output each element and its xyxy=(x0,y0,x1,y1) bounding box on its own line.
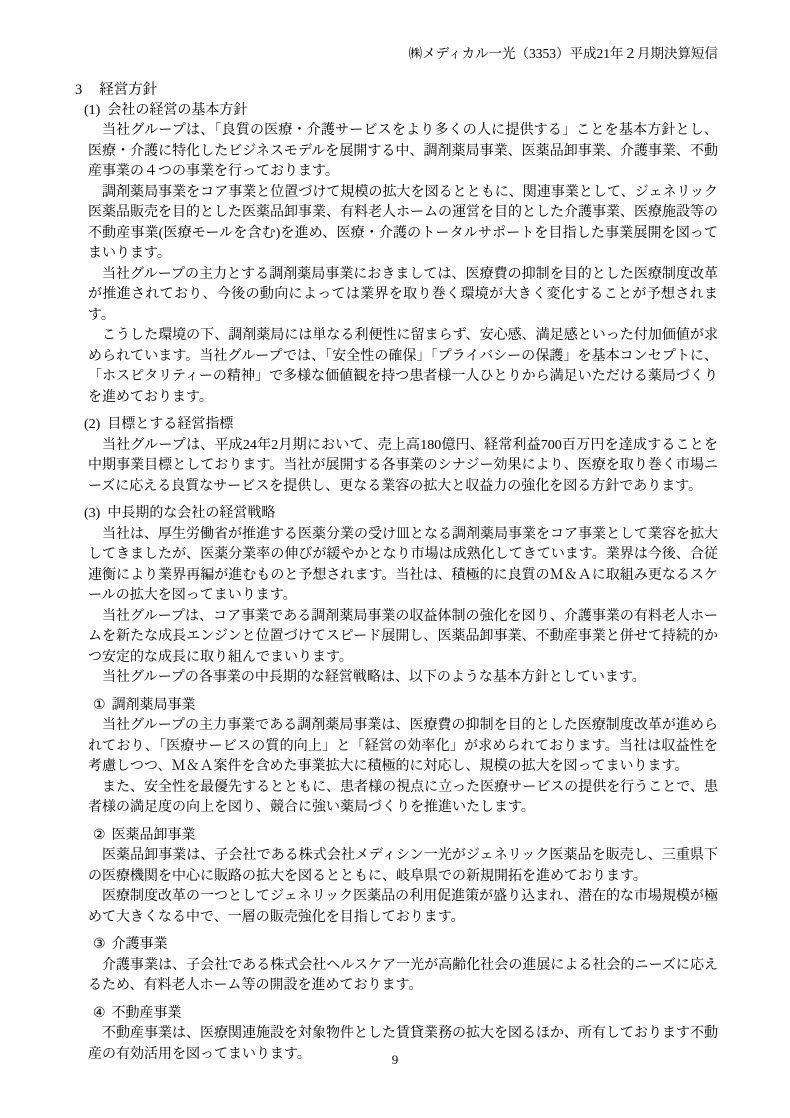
subsection-mid-long-term-strategy xyxy=(75,504,718,689)
paragraph: また、安全性を最優先するとともに、患者様の視点に立った医療サービスの提供を行うことで、患者様の満足度の向上を図り、競合に強い薬局づくりを推進いたします。 xyxy=(88,779,718,815)
subsection-heading xyxy=(84,101,718,122)
business-item-pharmacy xyxy=(75,696,718,819)
section-title-text: 経営方針 xyxy=(99,82,158,98)
subsection-target-indicators xyxy=(75,415,718,497)
paragraph: 当社グループは、コア事業である調剤薬局事業の収益体制の強化を図り、介護事業の有料老人ホームを新たな成長エンジンと位置づけてスピード展開し、医薬品卸事業、不動産事業と併せて持続的かつ安定的な成長に取り組んでまいります。 xyxy=(88,608,718,665)
paragraph: 当社グループの主力事業である調剤薬局事業は、医療費の抑制を目的とした医療制度改革が進められており、「医療サービスの質的向上」と「経営の効率化」が求められております。当社は収益性を考慮しつつ、Ｍ＆Ａ案件を含めた事業拡大に積極的に対応し、規模の拡大を図ってまいります。 xyxy=(88,718,718,774)
subsection-heading xyxy=(84,504,718,525)
business-item-heading xyxy=(93,1004,718,1025)
page-number: 9 xyxy=(391,1052,399,1067)
subsection-label: (2) xyxy=(84,417,101,432)
document-header: ㈱メディカル一光（3353）平成21年２月期決算短信 xyxy=(408,46,718,61)
subsection-title: 会社の経営の基本方針 xyxy=(107,102,248,118)
business-item-title: 不動産事業 xyxy=(111,1005,182,1021)
business-item-wholesale xyxy=(75,826,718,929)
business-item-label: ① xyxy=(93,697,106,713)
paragraph: 当社グループの各事業の中長期的な経営戦略は、以下のような基本方針としています。 xyxy=(102,670,646,685)
business-item-label: ② xyxy=(93,827,106,843)
paragraph: 医薬品卸事業は、子会社である株式会社メディシン一光がジェネリック医薬品を販売し、三重県下の医療機関を中心に販路の拡大を図るとともに、岐阜県での新規開拓を進めております。 xyxy=(88,848,718,884)
paragraph: 当社グループは、平成24年2月期において、売上高180億円、経常利益700百万円を達成することを中期事業目標としております。当社が展開する各事業のシナジー効果により、医療を取り巻く市場ニーズに応える良質なサービスを提供し、更なる業容の拡大と収益力の強化を図る方針であります。 xyxy=(88,437,718,494)
paragraph: 調剤薬局事業をコア事業と位置づけて規模の拡大を図るとともに、関連事業として、ジェネリック医薬品販売を目的とした医薬品卸事業、有料老人ホームの運営を目的とした介護事業、医療施設等の不動産事業(医療モールを含む)を進め、医療・介護のトータルサポートを目指した事業展開を図ってまいります。 xyxy=(88,184,718,261)
subsection-label: (1) xyxy=(84,102,101,118)
subsection-basic-policy xyxy=(75,101,718,409)
subsection-title: 目標とする経営指標 xyxy=(107,417,234,432)
paragraph: 当社は、厚生労働省が推進する医薬分業の受け皿となる調剤薬局事業をコア事業として業容を拡大してきましたが、医薬分業率の伸びが緩やかとなり市場は成熟化してきています。業界は今後、合従連衡により業界再編が進むものと予想されます。当社は、積極的に良質のＭ＆Ａに取組み更なるスケールの拡大を図ってまいります。 xyxy=(88,526,718,603)
business-item-title: 医薬品卸事業 xyxy=(111,827,196,843)
paragraph: こうした環境の下、調剤薬局には単なる利便性に留まらず、安心感、満足感といった付加価値が求められています。当社グループでは、「安全性の確保」「プライバシーの保護」を基本コンセプトに、「ホスピタリティーの精神」で多様な価値観を持つ患者様一人ひとりから満足いただける薬局づくりを進めております。 xyxy=(88,328,718,405)
paragraph: 当社グループは、「良質の医療・介護サービスをより多くの人に提供する」ことを基本方針とし、医療・介護に特化したビジネスモデルを展開する中、調剤薬局事業、医薬品卸事業、介護事業、不動産事業の４つの事業を行っております。 xyxy=(88,123,718,179)
business-item-heading xyxy=(93,696,718,717)
paragraph: 当社グループの主力とする調剤薬局事業におきましては、医療費の抑制を目的とした医療制度改革が推進されており、今後の動向によっては業界を取り巻く環境が大きく変化することが予想されます。 xyxy=(88,266,718,323)
business-item-heading xyxy=(93,826,718,847)
business-item-heading xyxy=(93,935,718,956)
business-item-title: 介護事業 xyxy=(111,937,168,952)
business-item-nursing-care xyxy=(75,935,718,997)
section-number: 3 xyxy=(75,82,83,98)
subsection-label: (3) xyxy=(84,506,101,521)
subsection-title: 中長期的な会社の経営戦略 xyxy=(107,506,276,521)
paragraph: 介護事業は、子会社である株式会社ヘルスケア一光が高齢化社会の進展による社会的ニーズに応えるため、有料老人ホーム等の開設を進めております。 xyxy=(88,957,718,993)
paragraph: 医療制度改革の一つとしてジェネリック医薬品の利用促進策が盛り込まれ、潜在的な市場規模が極めて大きくなる中で、一層の販売強化を目指しております。 xyxy=(88,889,718,925)
subsection-heading xyxy=(84,415,718,436)
section-heading xyxy=(75,80,718,101)
business-item-label: ④ xyxy=(93,1005,106,1021)
business-item-label: ③ xyxy=(93,937,106,952)
business-item-title: 調剤薬局事業 xyxy=(111,697,196,713)
paragraph: 不動産事業は、医療関連施設を対象物件とした賃貸業務の拡大を図るほか、所有しております不動産の有効活用を図ってまいります。 xyxy=(88,1026,718,1062)
